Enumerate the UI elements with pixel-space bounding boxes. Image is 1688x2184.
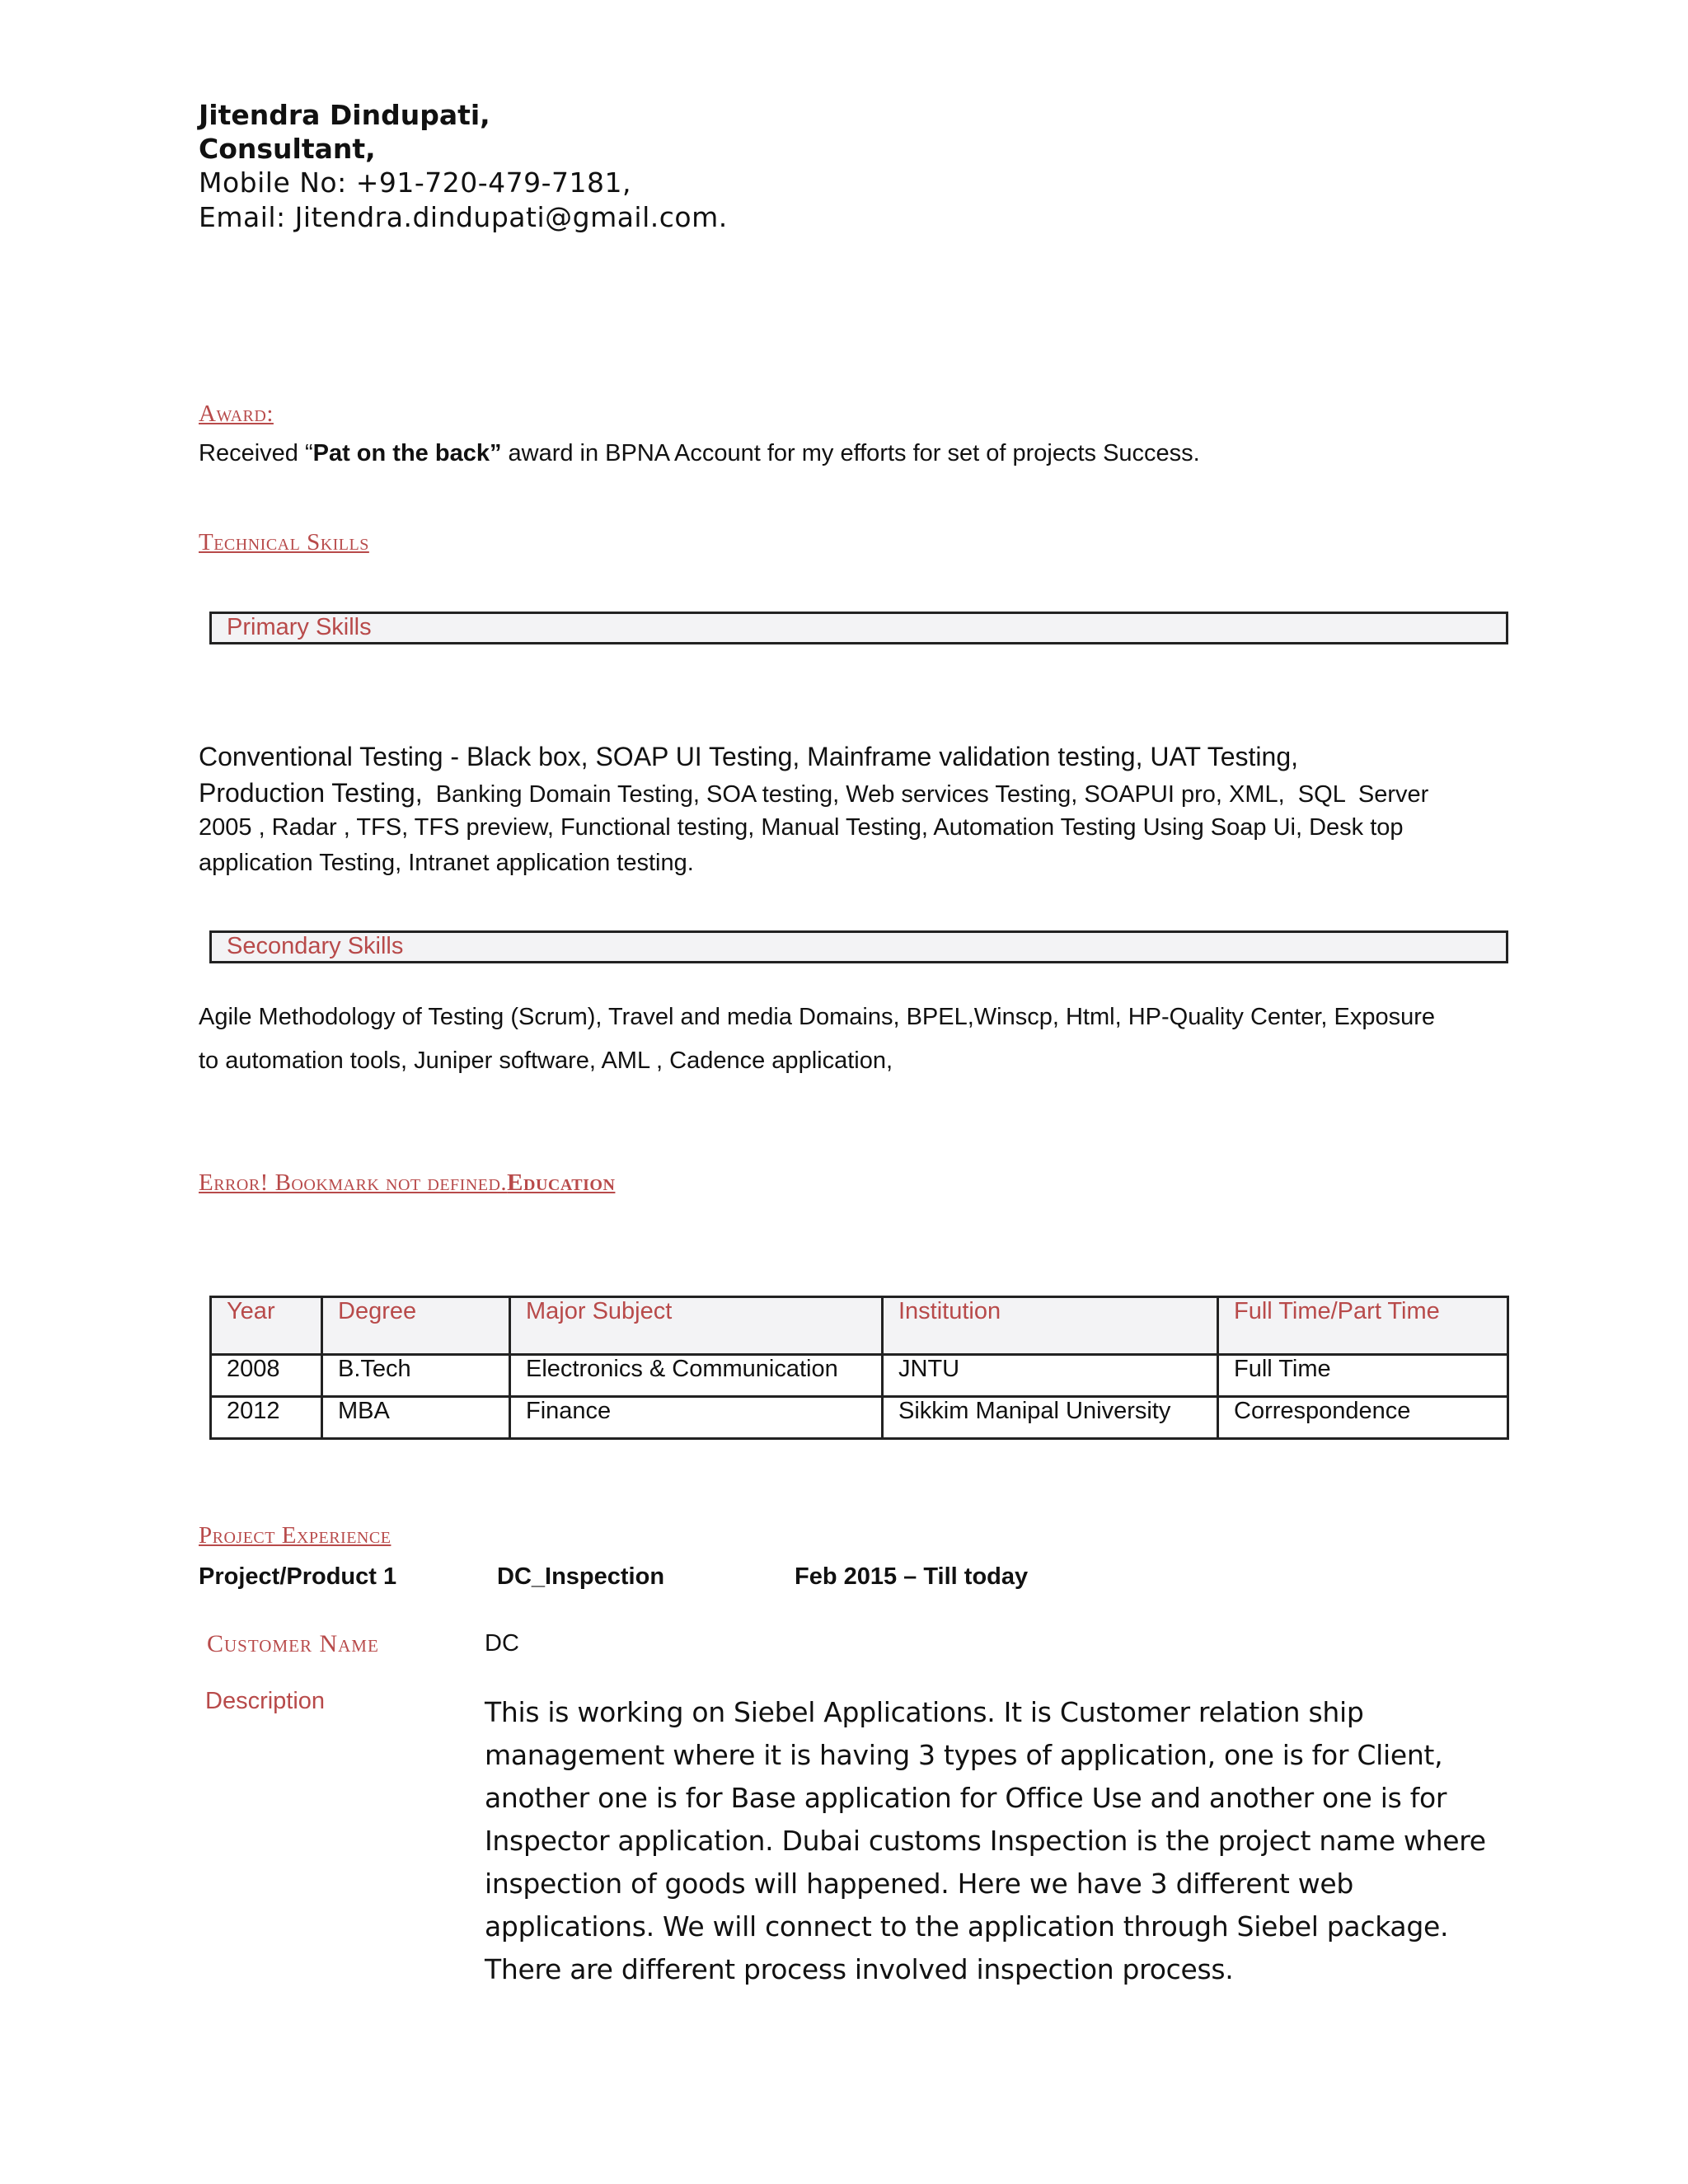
table-cell: 2008 <box>211 1355 322 1397</box>
table-row <box>211 1397 1508 1439</box>
technical-skills-heading: Technical Skills <box>199 529 369 555</box>
table-cell: JNTU <box>883 1355 1218 1397</box>
column-header-year: Year <box>211 1297 322 1355</box>
table-cell: Electronics & Communication <box>510 1355 883 1397</box>
email-address: Email: Jitendra.dindupati@gmail.com. <box>199 201 728 233</box>
primary-skills-line-2-small: Banking Domain Testing, SOA testing, Web services Testing, SOAPUI pro, XML, SQL Server <box>422 781 1429 808</box>
customer-name-label: Customer Name <box>207 1630 379 1657</box>
table-cell: Finance <box>510 1397 883 1439</box>
primary-skills-line-4: application Testing, Intranet application testing. <box>199 850 694 876</box>
education-table-header <box>211 1297 1508 1355</box>
project-dates: Feb 2015 – Till today <box>795 1563 1029 1590</box>
primary-skills-label: Primary Skills <box>227 614 372 640</box>
mobile-number: Mobile No: +91-720-479-7181, <box>199 166 632 199</box>
table-row <box>211 1355 1508 1397</box>
secondary-skills-line-2: to automation tools, Juniper software, AML , Cadence application, <box>199 1047 893 1074</box>
column-header-institution: Institution <box>883 1297 1218 1355</box>
column-header-full-part-time: Full Time/Part Time <box>1218 1297 1508 1355</box>
secondary-skills-banner <box>209 930 1508 963</box>
column-header-degree: Degree <box>322 1297 510 1355</box>
award-heading: Award: <box>199 401 274 427</box>
table-cell: Sikkim Manipal University <box>883 1397 1218 1439</box>
award-text-suffix: award in BPNA Account for my efforts for set of projects Success. <box>501 440 1200 466</box>
candidate-title: Consultant, <box>199 133 376 165</box>
education-heading-text: Education <box>507 1169 616 1196</box>
secondary-skills-line-1: Agile Methodology of Testing (Scrum), Travel and media Domains, BPEL,Winscp, Html, HP-Quality Center, Exposure <box>199 1004 1436 1030</box>
candidate-name: Jitendra Dindupati, <box>199 99 490 131</box>
column-header-major-subject: Major Subject <box>510 1297 883 1355</box>
education-heading <box>199 1169 615 1197</box>
table-cell: 2012 <box>211 1397 322 1439</box>
primary-skills-line-2-big: Production Testing, <box>199 778 423 808</box>
education-heading-error: Error! Bookmark not defined. <box>199 1169 508 1196</box>
table-cell: Full Time <box>1218 1355 1508 1397</box>
project-name: DC_Inspection <box>497 1563 665 1590</box>
secondary-skills-label: Secondary Skills <box>227 933 404 959</box>
award-text <box>199 440 1200 467</box>
description-label: Description <box>205 1688 326 1714</box>
table-cell: Correspondence <box>1218 1397 1508 1439</box>
primary-skills-line-1: Conventional Testing - Black box, SOAP UI Testing, Mainframe validation testing, UAT Testing, <box>199 742 1299 771</box>
project-experience-heading: Project Experience <box>199 1522 392 1549</box>
table-cell: MBA <box>322 1397 510 1439</box>
primary-skills-line-2 <box>199 775 1428 811</box>
education-table <box>209 1296 1509 1440</box>
project-label: Project/Product 1 <box>199 1563 397 1590</box>
award-text-prefix: Received “ <box>199 440 313 466</box>
customer-name-value: DC <box>485 1630 519 1657</box>
award-text-bold: Pat on the back” <box>312 440 502 466</box>
table-cell: B.Tech <box>322 1355 510 1397</box>
primary-skills-banner <box>209 612 1508 644</box>
project-description: This is working on Siebel Applications. It is Customer relation ship management where it is having 3 types of application, one is for Client, another one is for Base application for Office Use and another one is for Inspector application. Dubai customs Inspection is the project name where inspection of goods will happened. Here we have 3 different web applications. We will connect to the application through Siebel package. There are different process involved inspection process. <box>485 1696 1486 1985</box>
primary-skills-line-3: 2005 , Radar , TFS, TFS preview, Functional testing, Manual Testing, Automation Testing Using Soap Ui, Desk top <box>199 814 1404 841</box>
